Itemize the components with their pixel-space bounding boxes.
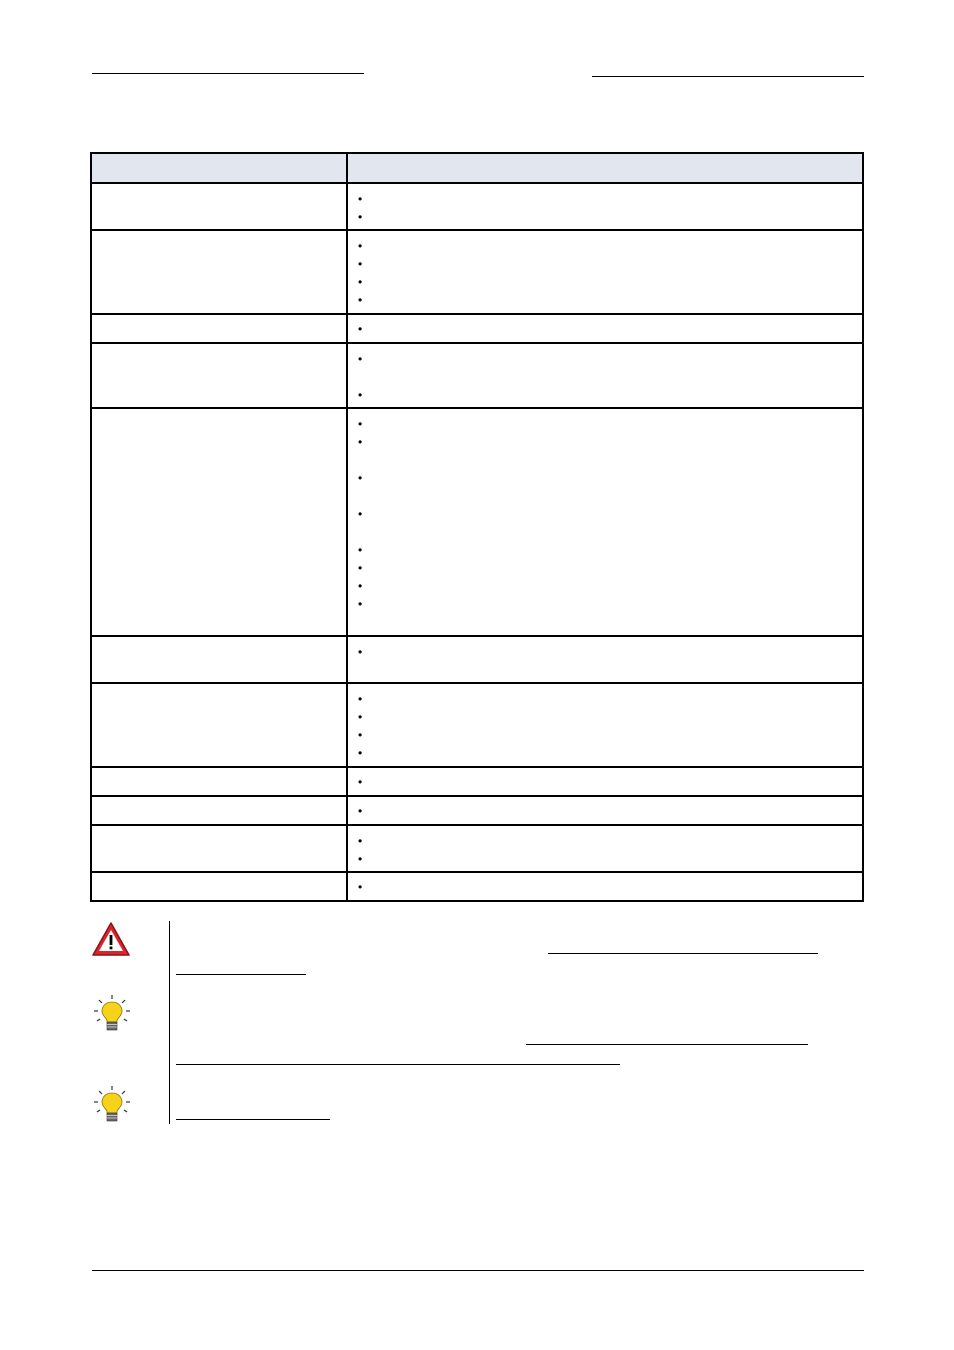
list-item [358,433,862,469]
feature-cell [91,408,347,636]
bullet-list [348,768,862,791]
list-item [358,878,862,896]
lightbulb-icon [92,1085,132,1125]
warning-link-underline[interactable] [176,974,306,975]
table-header-feature [91,153,347,183]
header-rule-left [92,73,364,74]
bullet-dot: • [358,435,363,449]
bullet-dot: • [358,543,363,557]
list-item [358,559,862,577]
tip-link-underline[interactable] [526,1044,808,1045]
list-item [358,850,862,868]
feature-cell [91,343,347,408]
warning-link-underline[interactable] [548,953,818,954]
bullet-dot: • [358,728,363,742]
items-cell [347,683,863,767]
bullet-list [348,873,862,896]
feature-cell [91,796,347,825]
items-cell [347,767,863,796]
list-item [358,350,862,386]
list-item [358,708,862,726]
list-item [358,802,862,820]
list-item [358,832,862,850]
bullet-dot: • [358,417,363,431]
bullet-dot: • [358,293,363,307]
items-cell [347,796,863,825]
bullet-dot: • [358,322,363,336]
bullet-dot: • [358,471,363,485]
tip-link-underline[interactable] [176,1119,330,1120]
bullet-dot: • [358,852,363,866]
table-header-row [91,153,863,183]
items-cell [347,872,863,901]
bullet-dot: • [358,834,363,848]
bullet-list [348,637,862,661]
items-cell [347,230,863,314]
list-item [358,643,862,661]
list-item [358,237,862,255]
bullet-dot: • [358,880,363,894]
list-item [358,577,862,595]
list-item [358,595,862,613]
table-row [91,796,863,825]
bullet-dot: • [358,210,363,224]
feature-cell [91,183,347,230]
bullet-list [348,184,862,226]
list-item [358,541,862,559]
list-item [358,291,862,309]
bullet-list [348,344,862,404]
table-row [91,636,863,683]
list-item [358,690,862,708]
feature-cell [91,767,347,796]
feature-cell [91,314,347,343]
bullet-dot: • [358,804,363,818]
list-item [358,505,862,541]
table-row [91,343,863,408]
feature-cell [91,636,347,683]
list-item [358,208,862,226]
table-row [91,183,863,230]
table-row [91,825,863,872]
bullet-dot: • [358,692,363,706]
notes-divider [169,921,170,1124]
list-item [358,773,862,791]
bullet-list [348,231,862,309]
lightbulb-icon [92,994,132,1034]
items-cell [347,825,863,872]
table-row [91,683,863,767]
items-cell [347,408,863,636]
table-row [91,314,863,343]
tip-link-underline[interactable] [176,1064,620,1065]
items-cell [347,314,863,343]
table-row [91,230,863,314]
feature-cell [91,825,347,872]
header-rule-right [592,76,864,77]
table-row [91,872,863,901]
bullet-dot: • [358,388,363,402]
feature-cell [91,230,347,314]
bullet-dot: • [358,775,363,789]
list-item [358,726,862,744]
footer-rule [92,1270,864,1271]
bullet-list [348,409,862,613]
list-item [358,469,862,505]
list-item [358,320,862,338]
items-cell [347,343,863,408]
bullet-dot: • [358,507,363,521]
spec-table [90,152,864,902]
bullet-dot: • [358,645,363,659]
list-item [358,190,862,208]
bullet-list [348,684,862,762]
warning-icon [91,921,131,957]
bullet-list [348,826,862,868]
table-header-description [347,153,863,183]
list-item [358,415,862,433]
table-row [91,408,863,636]
items-cell [347,183,863,230]
list-item [358,386,862,404]
bullet-dot: • [358,597,363,611]
feature-cell [91,683,347,767]
bullet-dot: • [358,352,363,366]
bullet-dot: • [358,275,363,289]
bullet-dot: • [358,710,363,724]
bullet-dot: • [358,239,363,253]
bullet-dot: • [358,746,363,760]
items-cell [347,636,863,683]
feature-cell [91,872,347,901]
bullet-dot: • [358,579,363,593]
table-row [91,767,863,796]
bullet-list [348,315,862,338]
list-item [358,273,862,291]
list-item [358,744,862,762]
list-item [358,255,862,273]
bullet-dot: • [358,192,363,206]
bullet-dot: • [358,257,363,271]
bullet-list [348,797,862,820]
bullet-dot: • [358,561,363,575]
